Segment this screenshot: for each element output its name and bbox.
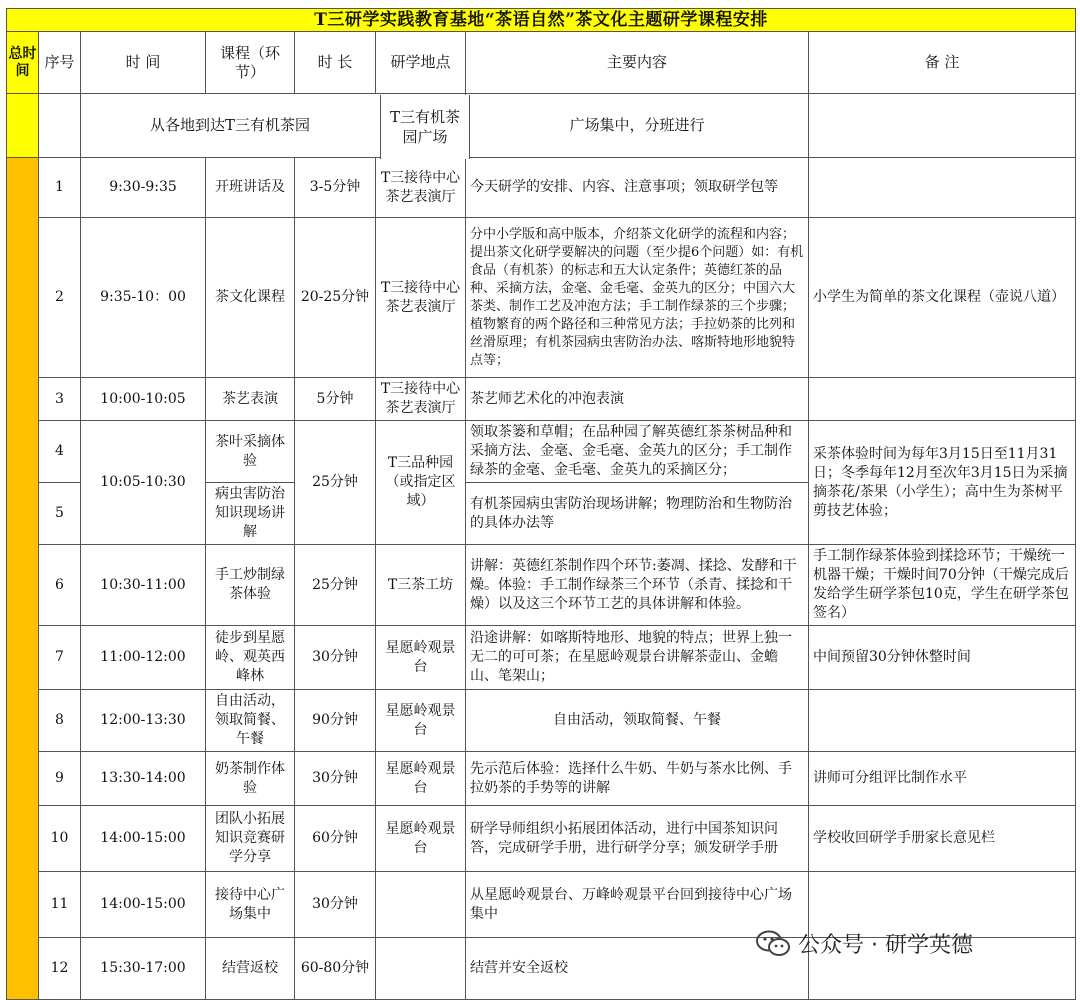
row-content: 从星愿岭观景台、万峰岭观景平台回到接待中心广场集中	[466, 872, 809, 938]
row-seq: 6	[39, 545, 81, 626]
row-time: 9:30-9:35	[81, 158, 206, 218]
row-content: 自由活动，领取简餐、午餐	[466, 690, 809, 752]
row-content: 茶艺师艺术化的冲泡表演	[466, 378, 809, 421]
row-content: 分中小学版和高中版本，介绍茶文化研学的流程和内容；提出茶文化研学要解决的问题（至少提6个问题）如：有机食品（有机茶）的标志和五大认定条件；英德红茶的品种、采摘方法，金毫、金毛毫、金英九的区分；中国六大茶类、制作工艺及冲泡方法；手工制作绿茶的三个步骤；植物繁育的两个路径和三种常见方法；手拉奶茶的比列和丝滑原理；有机茶园病虫害防治办法、喀斯特地形地貌特点等；	[466, 218, 809, 378]
row-location: 星愿岭观景台	[376, 806, 466, 872]
row-course: 自由活动，领取简餐、午餐	[206, 690, 295, 752]
table-row	[7, 158, 1076, 218]
row-course: 奶茶制作体验	[206, 752, 295, 806]
row-duration: 25分钟	[295, 421, 376, 545]
table-title: T三研学实践教育基地“茶语自然”茶文化主题研学课程安排	[7, 9, 1076, 32]
row-location: T三接待中心茶艺表演厅	[376, 218, 466, 378]
row-time: 12:00-13:30	[81, 690, 206, 752]
header-seq: 序号	[39, 32, 81, 94]
row-duration: 20-25分钟	[295, 218, 376, 378]
row-time: 10:05-10:30	[81, 421, 206, 545]
row-seq: 5	[39, 483, 81, 545]
header-remarks: 备 注	[809, 32, 1076, 94]
row-seq: 3	[39, 378, 81, 421]
row-course: 徒步到星愿岭、观英西峰林	[206, 626, 295, 690]
header-time: 时 间	[81, 32, 206, 94]
row-location: T三茶工坊	[376, 545, 466, 626]
row-remarks: 学校收回研学手册家长意见栏	[809, 806, 1076, 872]
table-row	[7, 752, 1076, 806]
wechat-icon	[756, 930, 790, 958]
header-content: 主要内容	[466, 32, 809, 94]
row-time: 14:00-15:00	[81, 872, 206, 938]
row-remarks: 手工制作绿茶体验到揉捻环节；干燥统一机器干燥；干燥时间70分钟（干燥完成后发给学生研学茶包10克，学生在研学茶包签名）	[809, 545, 1076, 626]
intro-remarks	[809, 94, 1076, 158]
row-location: T三品种园（或指定区域）	[376, 421, 466, 545]
intro-location: T三有机茶园广场	[380, 95, 470, 159]
intro-seq	[39, 94, 81, 158]
row-course: 开班讲话及	[206, 158, 295, 218]
row-remarks: 采茶体验时间为每年3月15日至11月31日；冬季每年12月至次年3月15日为采摘摘茶花/茶果（小学生）；高中生为茶树平剪技艺体验；	[809, 421, 1076, 545]
row-content: 研学导师组织小拓展团体活动，进行中国茶知识问答，完成研学手册，进行研学分享；颁发研学手册	[466, 806, 809, 872]
row-duration: 90分钟	[295, 690, 376, 752]
table-row	[7, 378, 1076, 421]
table-row	[7, 421, 1076, 483]
schedule-table	[6, 8, 1076, 158]
header-total-time: 总时间	[7, 32, 39, 94]
row-duration: 3-5分钟	[295, 158, 376, 218]
row-duration: 60-80分钟	[295, 938, 376, 1000]
row-time: 10:00-10:05	[81, 378, 206, 421]
row-seq: 1	[39, 158, 81, 218]
row-course: 茶叶采摘体验	[206, 421, 295, 483]
header-location: 研学地点	[376, 32, 466, 94]
row-remarks	[809, 690, 1076, 752]
intro-row	[7, 94, 1076, 158]
row-content: 讲解：英德红茶制作四个环节:萎凋、揉捻、发酵和干燥。体验：手工制作绿茶三个环节（杀青、揉捻和干燥）以及这三个环节工艺的具体讲解和体验。	[466, 545, 809, 626]
row-location: 星愿岭观景台	[376, 626, 466, 690]
row-time: 14:00-15:00	[81, 806, 206, 872]
row-time: 9:35-10：00	[81, 218, 206, 378]
row-course: 病虫害防治知识现场讲解	[206, 483, 295, 545]
row-location: 星愿岭观景台	[376, 752, 466, 806]
schedule-sheet	[6, 8, 1076, 1000]
row-remarks: 小学生为简单的茶文化课程（壶说八道）	[809, 218, 1076, 378]
row-seq: 9	[39, 752, 81, 806]
total-time-cell-top	[7, 94, 39, 158]
row-course: 结营返校	[206, 938, 295, 1000]
row-duration: 25分钟	[295, 545, 376, 626]
row-seq: 2	[39, 218, 81, 378]
header-duration: 时 长	[295, 32, 376, 94]
row-remarks: 讲师可分组评比制作水平	[809, 752, 1076, 806]
row-course: 团队小拓展知识竞赛研学分享	[206, 806, 295, 872]
row-location: T三接待中心茶艺表演厅	[376, 158, 466, 218]
watermark-text: 公众号 · 研学英德	[798, 933, 973, 958]
row-time: 13:30-14:00	[81, 752, 206, 806]
intro-arrive: 从各地到达T三有机茶园	[81, 94, 466, 158]
row-content: 有机茶园病虫害防治现场讲解；物理防治和生物防治的具体办法等	[466, 483, 809, 545]
table-row	[7, 690, 1076, 752]
row-course: 接待中心广场集中	[206, 872, 295, 938]
row-seq: 12	[39, 938, 81, 1000]
row-seq: 11	[39, 872, 81, 938]
row-time: 10:30-11:00	[81, 545, 206, 626]
row-duration: 30分钟	[295, 872, 376, 938]
row-time: 15:30-17:00	[81, 938, 206, 1000]
row-location: T三接待中心茶艺表演厅	[376, 378, 466, 421]
row-seq: 7	[39, 626, 81, 690]
row-content: 结营并安全返校	[466, 938, 809, 1000]
row-location	[376, 938, 466, 1000]
row-content: 领取茶篓和草帽；在品种园了解英德红茶茶树品种和采摘方法、金毫、金毛毫、金英九的区分；手工制作绿茶的金毫、金毛毫、金英九的采摘区分；	[466, 421, 809, 483]
header-row	[7, 32, 1076, 94]
row-time: 11:00-12:00	[81, 626, 206, 690]
row-location	[376, 872, 466, 938]
row-seq: 8	[39, 690, 81, 752]
row-content: 今天研学的安排、内容、注意事项；领取研学包等	[466, 158, 809, 218]
row-content: 沿途讲解：如喀斯特地形、地貌的特点；世界上独一无二的可可茶；在星愿岭观景台讲解茶壶山、金蟾山、笔架山；	[466, 626, 809, 690]
table-row	[7, 218, 1076, 378]
row-location: 星愿岭观景台	[376, 690, 466, 752]
table-row	[7, 806, 1076, 872]
intro-content: 广场集中，分班进行	[466, 94, 809, 158]
row-remarks	[809, 378, 1076, 421]
row-duration: 60分钟	[295, 806, 376, 872]
row-duration: 30分钟	[295, 752, 376, 806]
row-remarks: 中间预留30分钟休整时间	[809, 626, 1076, 690]
watermark	[756, 928, 973, 959]
total-time-column	[7, 158, 39, 1000]
row-duration: 5分钟	[295, 378, 376, 421]
table-row	[7, 545, 1076, 626]
schedule-body	[6, 157, 1076, 1000]
row-seq: 4	[39, 421, 81, 483]
row-course: 茶艺表演	[206, 378, 295, 421]
row-content: 先示范后体验：选择什么牛奶、牛奶与茶水比例、手拉奶茶的手势等的讲解	[466, 752, 809, 806]
row-seq: 10	[39, 806, 81, 872]
table-row	[7, 626, 1076, 690]
row-course: 茶文化课程	[206, 218, 295, 378]
row-course: 手工炒制绿茶体验	[206, 545, 295, 626]
row-duration: 30分钟	[295, 626, 376, 690]
header-course: 课程（环节）	[206, 32, 295, 94]
row-remarks	[809, 158, 1076, 218]
